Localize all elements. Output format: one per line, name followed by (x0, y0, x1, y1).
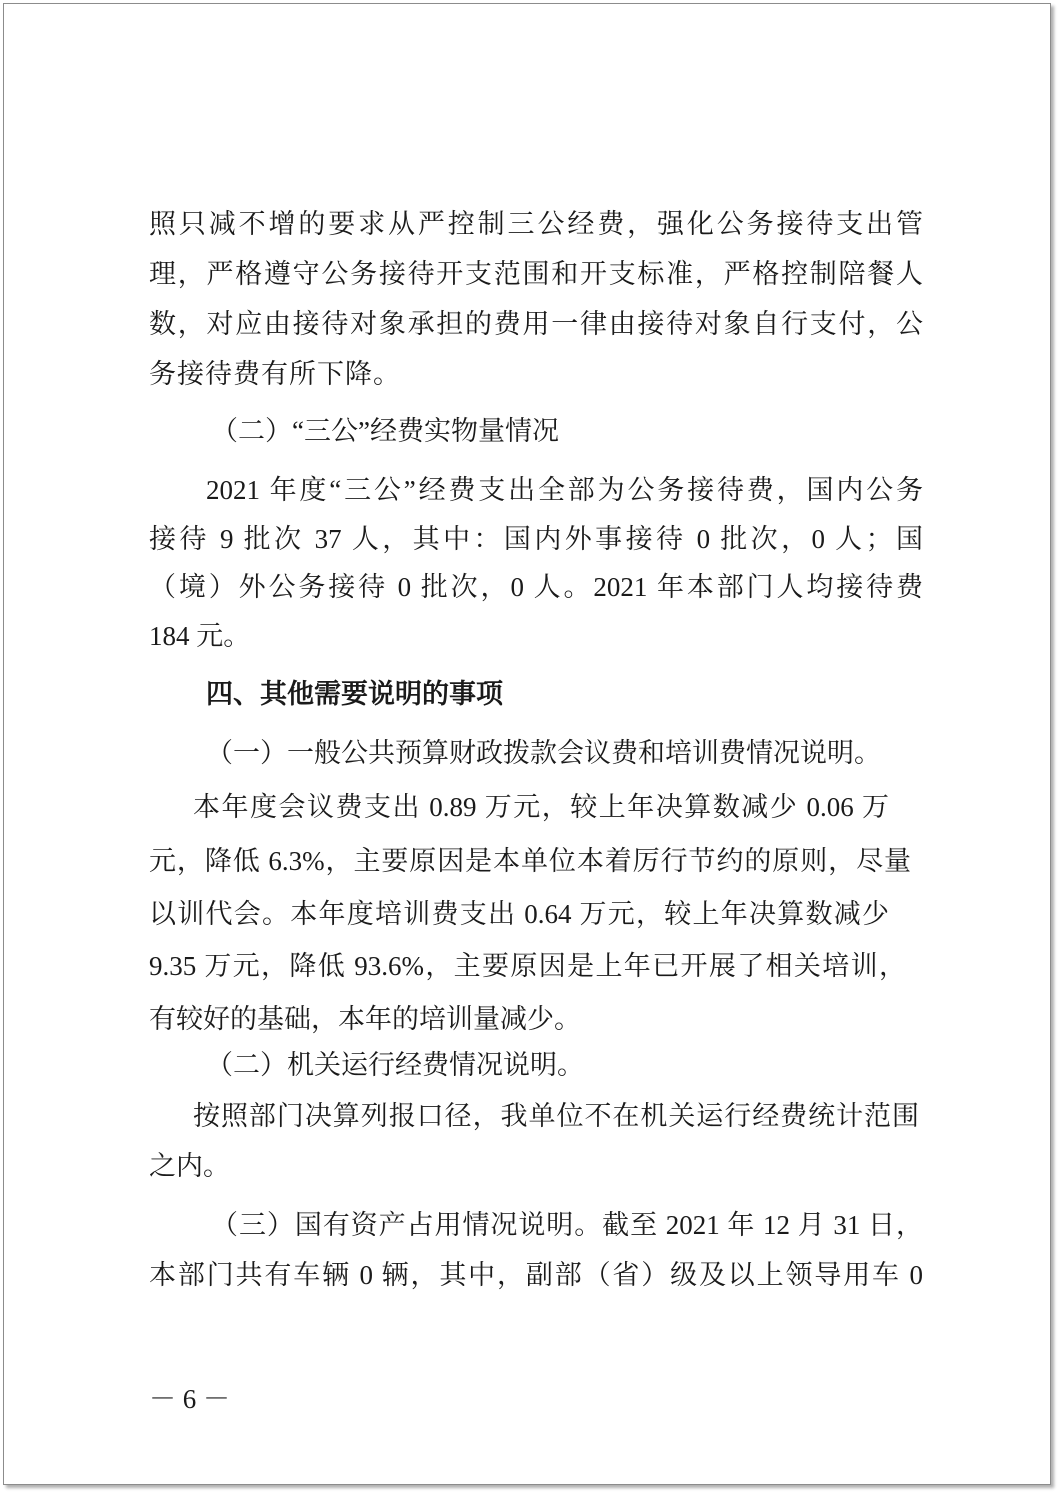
document-page (3, 3, 1051, 1485)
paragraph-line: 接待 9 批次 37 人，其中：国内外事接待 0 批次，0 人；国 (149, 524, 923, 554)
paragraph-line: （境）外公务接待 0 批次，0 人。2021 年本部门人均接待费 (149, 572, 923, 602)
paragraph-line: 务接待费有所下降。 (149, 359, 401, 389)
paragraph-line: 9.35 万元，降低 93.6%，主要原因是上年已开展了相关培训， (149, 951, 906, 981)
subsection-heading: （二）“三公”经费实物量情况 (211, 416, 559, 446)
paragraph-line: 本年度会议费支出 0.89 万元，较上年决算数减少 0.06 万 (193, 792, 889, 822)
paragraph-line: 2021 年度“三公”经费支出全部为公务接待费，国内公务 (206, 475, 923, 505)
page-number: － 6 － (149, 1384, 230, 1414)
paragraph-line: 以训代会。本年度培训费支出 0.64 万元，较上年决算数减少 (149, 899, 889, 929)
paragraph-line: 有较好的基础，本年的培训量减少。 (149, 1004, 581, 1034)
paragraph-line: 元，降低 6.3%，主要原因是本单位本着厉行节约的原则，尽量 (149, 846, 911, 876)
paragraph-line: 按照部门决算列报口径，我单位不在机关运行经费统计范围 (193, 1101, 919, 1131)
item-heading: （一）一般公共预算财政拨款会议费和培训费情况说明。 (206, 738, 881, 768)
paragraph-line: （三）国有资产占用情况说明。截至 2021 年 12 月 31 日， (211, 1210, 923, 1240)
section-heading: 四、其他需要说明的事项 (206, 679, 503, 709)
paragraph-line: 理，严格遵守公务接待开支范围和开支标准，严格控制陪餐人 (149, 259, 923, 289)
paragraph-line: 照只减不增的要求从严控制三公经费，强化公务接待支出管 (149, 209, 923, 239)
item-heading: （二）机关运行经费情况说明。 (206, 1050, 584, 1080)
paragraph-line: 之内。 (149, 1151, 230, 1181)
paragraph-line: 184 元。 (149, 621, 251, 651)
paragraph-line: 数，对应由接待对象承担的费用一律由接待对象自行支付，公 (149, 309, 923, 339)
paragraph-line: 本部门共有车辆 0 辆，其中，副部（省）级及以上领导用车 0 (149, 1260, 923, 1290)
